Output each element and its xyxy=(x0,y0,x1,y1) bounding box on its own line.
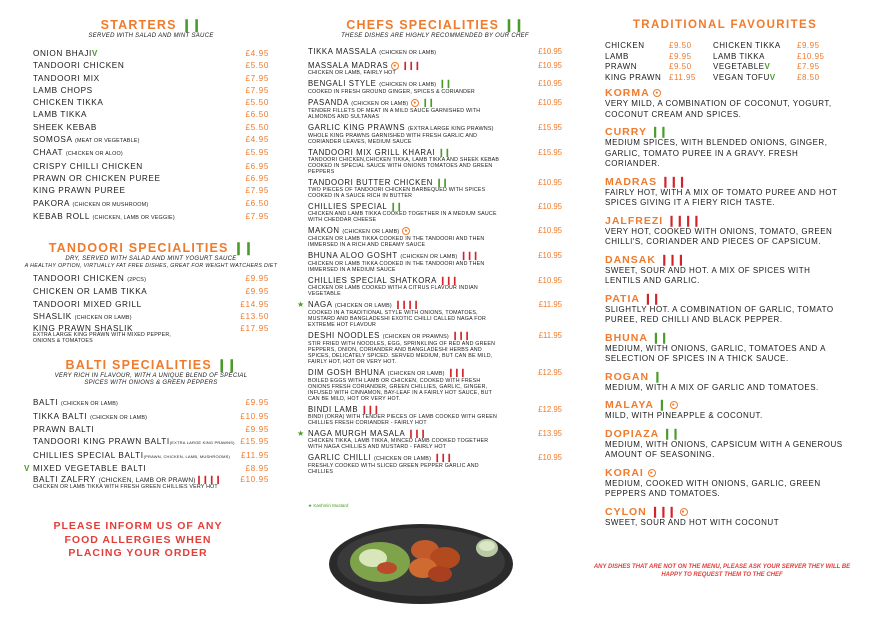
chilli-icon: ❙❙❙ xyxy=(407,429,426,438)
chef-dish: TANDOORI MIX GRILL KHARAI ❙❙ £15.95 TANDOORI CHICKEN,CHICKEN TIKKA, LAMB TIKKA AND SHEEK KEBAB COOKED IN SPECIAL SAUCE WITH ONIONS TOMATOES AND GREEN PEPPERS xyxy=(308,148,562,175)
menu-item: KEBAB ROLL (CHICKEN, LAMB OR VEGGIE) £7.95 xyxy=(33,211,269,221)
middle-column xyxy=(297,18,562,478)
menu-item: ONION BHAJIV £4.95 xyxy=(33,49,269,58)
chilli-icon: ❙❙❙ xyxy=(460,251,479,260)
menu-item: PRAWN BALTI £9.95 xyxy=(33,424,269,434)
menu-item: KING PRAWN PUREE £7.95 xyxy=(33,186,269,196)
menu-item: CHICKEN OR LAMB TIKKA £9.95 xyxy=(33,287,269,297)
menu-item: LAMB CHOPS £7.95 xyxy=(33,85,269,95)
chilli-icon: ❙❙❙❙ xyxy=(667,214,701,227)
traditional-dish: CURRY ❙❙ MEDIUM SPICES, WITH BLENDED ONIONS, GINGER, GARLIC, TOMATO PUREE IN A GRAVY. FRESH CORIANDER. xyxy=(605,126,828,168)
chilli-icon: ❙❙ xyxy=(643,292,661,305)
menu-item: V MIXED VEGETABLE BALTI £8.95 xyxy=(24,463,269,473)
traditional-dish: MALAYA ❙ ● MILD, WITH PINEAPPLE & COCONUT. xyxy=(605,399,763,420)
traditional-list xyxy=(605,87,845,528)
traditional-dish: BHUNA ❙❙ MEDIUM, WITH ONIONS, GARLIC, TOMATOES AND A SELECTION OF SPICES IN A THICK SAUCE. xyxy=(605,331,826,363)
chilli-icon: ❙ xyxy=(653,370,662,383)
menu-item: KING PRAWN SHASLIK £17.95 xyxy=(33,324,269,334)
chef-dish: BINDI LAMB ❙❙❙ £12.95 BINDI (OKRA) WITH TENDER PIECES OF LAMB COOKED WITH GREEN CHILLIES FRESH CORIANDER - FAIRLY HOT xyxy=(308,405,562,426)
menu-item: LAMB TIKKA £6.50 xyxy=(33,110,269,120)
almond-icon: ● xyxy=(402,227,410,235)
chef-dish: TIKKA MASSALA (CHICKEN OR LAMB) £10.95 xyxy=(308,47,562,56)
menu-item-desc: EXTRA LARGE KING PRAWN WITH MIXED PEPPER, ONIONS & TOMATOES xyxy=(33,332,172,345)
star-icon: ★ xyxy=(297,300,305,309)
balti-subtitle: VERY RICH IN FLAVOUR, WITH A UNIQUE BLEND OF SPECIAL SPICES WITH ONIONS & GREEN PEPPERS xyxy=(54,373,248,387)
chilli-icon: ❙❙❙ xyxy=(360,405,380,414)
chef-dish: GARLIC CHILLI (CHICKEN OR LAMB) ❙❙❙ £10.95 FRESHLY COOKED WITH SLICED GREEN PEPPER GARLIC AND CHILLIES xyxy=(308,453,562,475)
traditional-dish: KORMA ● VERY MILD, A COMBINATION OF COCONUT, YOGURT, COCONUT CREAM AND SPICES. xyxy=(605,87,832,119)
tandoori-list xyxy=(33,273,269,344)
menu-item: CRISPY CHILLI CHICKEN £6.95 xyxy=(33,161,269,171)
chef-dish: PASANDA (CHICKEN OR LAMB) ● ❙❙ £10.95 TENDER FILLETS OF MEAT IN A MILD SAUCE GARNISHED WITH ALMONDS AND SULTANAS xyxy=(308,98,562,120)
tandoori-title: TANDOORI SPECIALITIES ❙❙ xyxy=(48,241,254,256)
traditional-title: TRADITIONAL FAVOURITES xyxy=(632,19,818,31)
starters-subtitle: SERVED WITH SALAD AND MINT SAUCE xyxy=(88,33,214,39)
chef-dish: BHUNA ALOO GOSHT (CHICKEN OR LAMB) ❙❙❙ £10.95 CHICKEN OR LAMB TIKKA COOKED IN THE TANDOORI AND THEN IMMERSED IN A MEDIUM SAUCE xyxy=(308,251,562,273)
menu-item: BALTI ZALFRY (CHICKEN, LAMB OR PRAWN)❙❙❙❙ £10.95 xyxy=(33,475,269,485)
menu-item: CHAAT (CHICKEN OR ALOO) £5.95 xyxy=(33,148,269,158)
chilli-icon: ❙❙ xyxy=(435,178,448,187)
balti-title: BALTI SPECIALITIES ❙❙ xyxy=(65,358,237,373)
menu-item: TIKKA BALTI (CHICKEN OR LAMB) £10.95 xyxy=(33,411,269,421)
menu-item: SHEEK KEBAB £5.50 xyxy=(33,122,269,132)
chilli-icon: ❙❙❙ xyxy=(659,253,685,266)
chef-dish: ★ NAGA (CHICKEN OR LAMB) ❙❙❙❙ £11.95 COOKED IN A TRADITIONAL STYLE WITH ONIONS, TOMATOES, MUSTARD AND BANGLADESHI EXOTIC CHILLI CALLED NAGA FOR EXTREME HOT FLAVOUR xyxy=(297,300,562,328)
food-plate-image xyxy=(325,510,517,608)
almond-icon: ● xyxy=(655,90,660,97)
chilli-icon: ❙❙ xyxy=(662,427,680,440)
chilli-icon: ❙❙ xyxy=(438,148,451,157)
chef-dish: CHILLIES SPECIAL SHATKORA ❙❙❙ £10.95 CHICKEN OR LAMB COOKED WITH A CITRUS FLAVOUR INDIAN VEGETABLE xyxy=(308,276,562,297)
chilli-icon: ❙❙❙❙ xyxy=(394,300,419,309)
almond-icon: ● xyxy=(671,402,676,409)
chilli-icon: ❙❙❙ xyxy=(650,505,676,518)
chilli-icon: ❙ xyxy=(657,399,666,411)
chilli-icon: ❙❙ xyxy=(651,331,669,344)
chefs-title: CHEFS SPECIALITIES ❙❙ xyxy=(346,18,524,32)
chilli-icon: ❙❙ xyxy=(389,202,402,211)
traditional-price-grid: CHICKEN £9.50 CHICKEN TIKKA £9.95 LAMB £9.95 LAMB TIKKA £10.95 PRAWN £9.50 VEGETABLEV £7.95 KING PRAWN £11.95 VEGAN TOFUV £8.50 xyxy=(605,41,825,82)
traditional-dish: ROGAN ❙ MEDIUM, WITH A MIX OF GARLIC AND TOMATOES. xyxy=(605,370,819,392)
allergy-notice: PLEASE INFORM US OF ANY FOOD ALLERGIES WHEN PLACING YOUR ORDER xyxy=(53,520,223,559)
chef-dish: DIM GOSH BHUNA (CHICKEN OR LAMB) ❙❙❙ £12.95 BOILED EGGS WITH LAMB OR CHICKEN, COOKED WITH FRESH ONIONS FRESH CORIANDER, GREEN CHILLIES, GARLIC, GINGER, INFUSED WITH CINNAMON, BAY-LEAF IN A FAIRLY HOT SAUCE, BUT CAN BE MILD, HOT OR VERY HOT. xyxy=(308,368,562,402)
right-column xyxy=(605,18,845,534)
balti-list xyxy=(24,397,269,491)
chilli-icon: ❙❙❙ xyxy=(451,331,470,340)
menu-item: CHILLIES SPECIAL BALTI(PRAWN, CHICKEN, LAMB, MUSHROOMS) £11.95 xyxy=(33,450,269,460)
chilli-icon: ❙❙❙ xyxy=(433,453,452,462)
chilli-icon: ❙❙ xyxy=(421,98,434,107)
starters-title: STARTERS ❙❙ xyxy=(100,18,202,32)
chilli-icon: ❙❙❙ xyxy=(439,276,458,285)
chef-dish: GARLIC KING PRAWNS (EXTRA LARGE KING PRAWNS) £15.95 WHOLE KING PRAWNS GARNISHED WITH FRESH GARLIC AND CORIANDER LEAVES, MEDIUM SAUCE xyxy=(308,123,562,145)
chefs-list xyxy=(297,47,562,475)
chef-dish: TANDOORI BUTTER CHICKEN ❙❙ £10.95 TWO PIECES OF TANDOORI CHICKEN BARBEQUED WITH SPICES COOKED IN A SAUCE RICH IN BUTTER xyxy=(308,178,562,199)
menu-item: TANDOORI MIX £7.95 xyxy=(33,73,269,83)
starters-list xyxy=(33,48,269,224)
menu-item: TANDOORI CHICKEN £5.50 xyxy=(33,61,269,71)
chilli-icon: ❙❙❙ xyxy=(401,61,420,70)
chilli-icon: ❙❙ xyxy=(439,79,452,88)
traditional-dish: DANSAK ❙❙❙ SWEET, SOUR AND HOT. A MIX OF SPICES WITH LENTILS AND GARLIC. xyxy=(605,253,811,285)
chilli-icon: ❙❙❙ xyxy=(661,175,686,188)
chilli-icon: ❙❙❙ xyxy=(447,368,466,377)
request-note: ANY DISHES THAT ARE NOT ON THE MENU, PLEASE ASK YOUR SERVER THEY WILL BE HAPPY TO REQUEST THEM TO THE CHEF xyxy=(593,564,851,578)
chef-dish: MAKON (CHICKEN OR LAMB) ● £10.95 CHICKEN OR LAMB TIKKA COOKED IN THE TANDOORI AND THEN IMMERSED IN A RICH AND CREAMY SAUCE xyxy=(308,226,562,248)
tandoori-subtitle: DRY, SERVED WITH SALAD AND MINT YOGURT SAUCE xyxy=(65,256,237,263)
chef-dish: BENGALI STYLE (CHICKEN OR LAMB) ❙❙ £10.95 COOKED IN FRESH GROUND GINGER, SPICES & CORIANDER xyxy=(308,79,562,95)
menu-item: TANDOORI CHICKEN (2PCS) £9.95 xyxy=(33,274,269,284)
legend: ★ Kashmiri Mustard xyxy=(308,503,349,508)
chef-dish: MASSALA MADRAS ● ❙❙❙ £10.95 CHICKEN OR LAMB, FAIRLY HOT xyxy=(308,61,562,76)
traditional-dish: JALFREZI ❙❙❙❙ VERY HOT, COOKED WITH ONIONS, TOMATO, GREEN CHILLI'S, CORIANDER AND PIECES OF CAPSICUM. xyxy=(605,214,833,246)
menu-item: SOMOSA (MEAT OR VEGETABLE) £4.95 xyxy=(33,135,269,145)
menu-item: TANDOORI MIXED GRILL £14.95 xyxy=(33,299,269,309)
chef-dish: DESHI NOODLES (CHICKEN OR PRAWNS) ❙❙❙ £11.95 STIR FRIED WITH NOODLES, EGG, SPRINKLING OF RED AND GREEN PEPPERS, ONION, CORIANDER AND BANGLADESHI HERBS AND SPICES, DELICATELY SPICED. SERVED MEDIUM, BUT CAN BE MILD, FAIRLY HOT, HOT OR VERY HOT. xyxy=(308,331,562,365)
menu-item: PRAWN OR CHICKEN PUREE £6.95 xyxy=(33,173,269,183)
almond-icon: ● xyxy=(649,469,654,476)
chef-dish: CHILLIES SPECIAL ❙❙ £10.95 CHICKEN AND LAMB TIKKA COOKED TOGETHER IN A MEDIUM SAUCE WITH CHEDDAR CHEESE xyxy=(308,202,562,223)
menu-item-desc: CHICKEN OR LAMB TIKKA WITH FRESH GREEN CHILLIES VERY HOT xyxy=(33,484,218,491)
left-column xyxy=(24,18,278,491)
almond-icon: ● xyxy=(681,508,686,515)
traditional-dish: CYLON ❙❙❙ ● SWEET, SOUR AND HOT WITH COCONUT xyxy=(605,505,780,527)
traditional-dish: MADRAS ❙❙❙ FAIRLY HOT, WITH A MIX OF TOMATO PUREE AND HOT SPICES GIVING IT A FIERY RICH TASTE. xyxy=(605,175,838,207)
almond-icon: ● xyxy=(411,99,419,107)
menu-item: PAKORA (CHICKEN OR MUSHROOM) £6.50 xyxy=(33,198,269,208)
chef-dish: ★ NAGA MURGH MASALA ❙❙❙ £13.95 CHICKEN TIKKA, LAMB TIKKA, MINCED LAMB COOKED TOGETHER WITH NAGA CHILLIES AND MUSTARD - FAIRLY HOT xyxy=(297,429,562,450)
chilli-icon: ❙❙ xyxy=(650,126,668,138)
menu-item: TANDOORI KING PRAWN BALTI(EXTRA LARGE KING PRAWNS) £15.95 xyxy=(33,437,269,447)
star-icon: ★ xyxy=(297,429,305,438)
menu-item: BALTI (CHICKEN OR LAMB) £9.95 xyxy=(33,398,269,408)
traditional-dish: DOPIAZA ❙❙ MEDIUM, WITH ONIONS, CAPSICUM WITH A GENEROUS AMOUNT OF SEASONING. xyxy=(605,427,843,459)
almond-icon: ● xyxy=(391,62,399,70)
menu-item: SHASLIK (CHICKEN OR LAMB) £13.50 xyxy=(33,312,269,322)
traditional-dish: KORAI ● MEDIUM, COOKED WITH ONIONS, GARLIC, GREEN PEPPERS AND TOMATOES. xyxy=(605,466,821,498)
traditional-dish: PATIA ❙❙ SLIGHTLY HOT. A COMBINATION OF GARLIC, TOMATO PUREE, RED CHILLI AND BLACK PEPPER. xyxy=(605,292,834,324)
chefs-subtitle: THESE DISHES ARE HIGHLY RECOMMENDED BY OUR CHEF xyxy=(341,33,529,39)
menu-item: CHICKEN TIKKA £5.50 xyxy=(33,98,269,108)
tandoori-subtitle-2: A HEALTHY OPTION, VIRTUALLY FAT FREE DISHES, GREAT FOR WEIGHT WATCHERS DIET xyxy=(24,263,278,270)
